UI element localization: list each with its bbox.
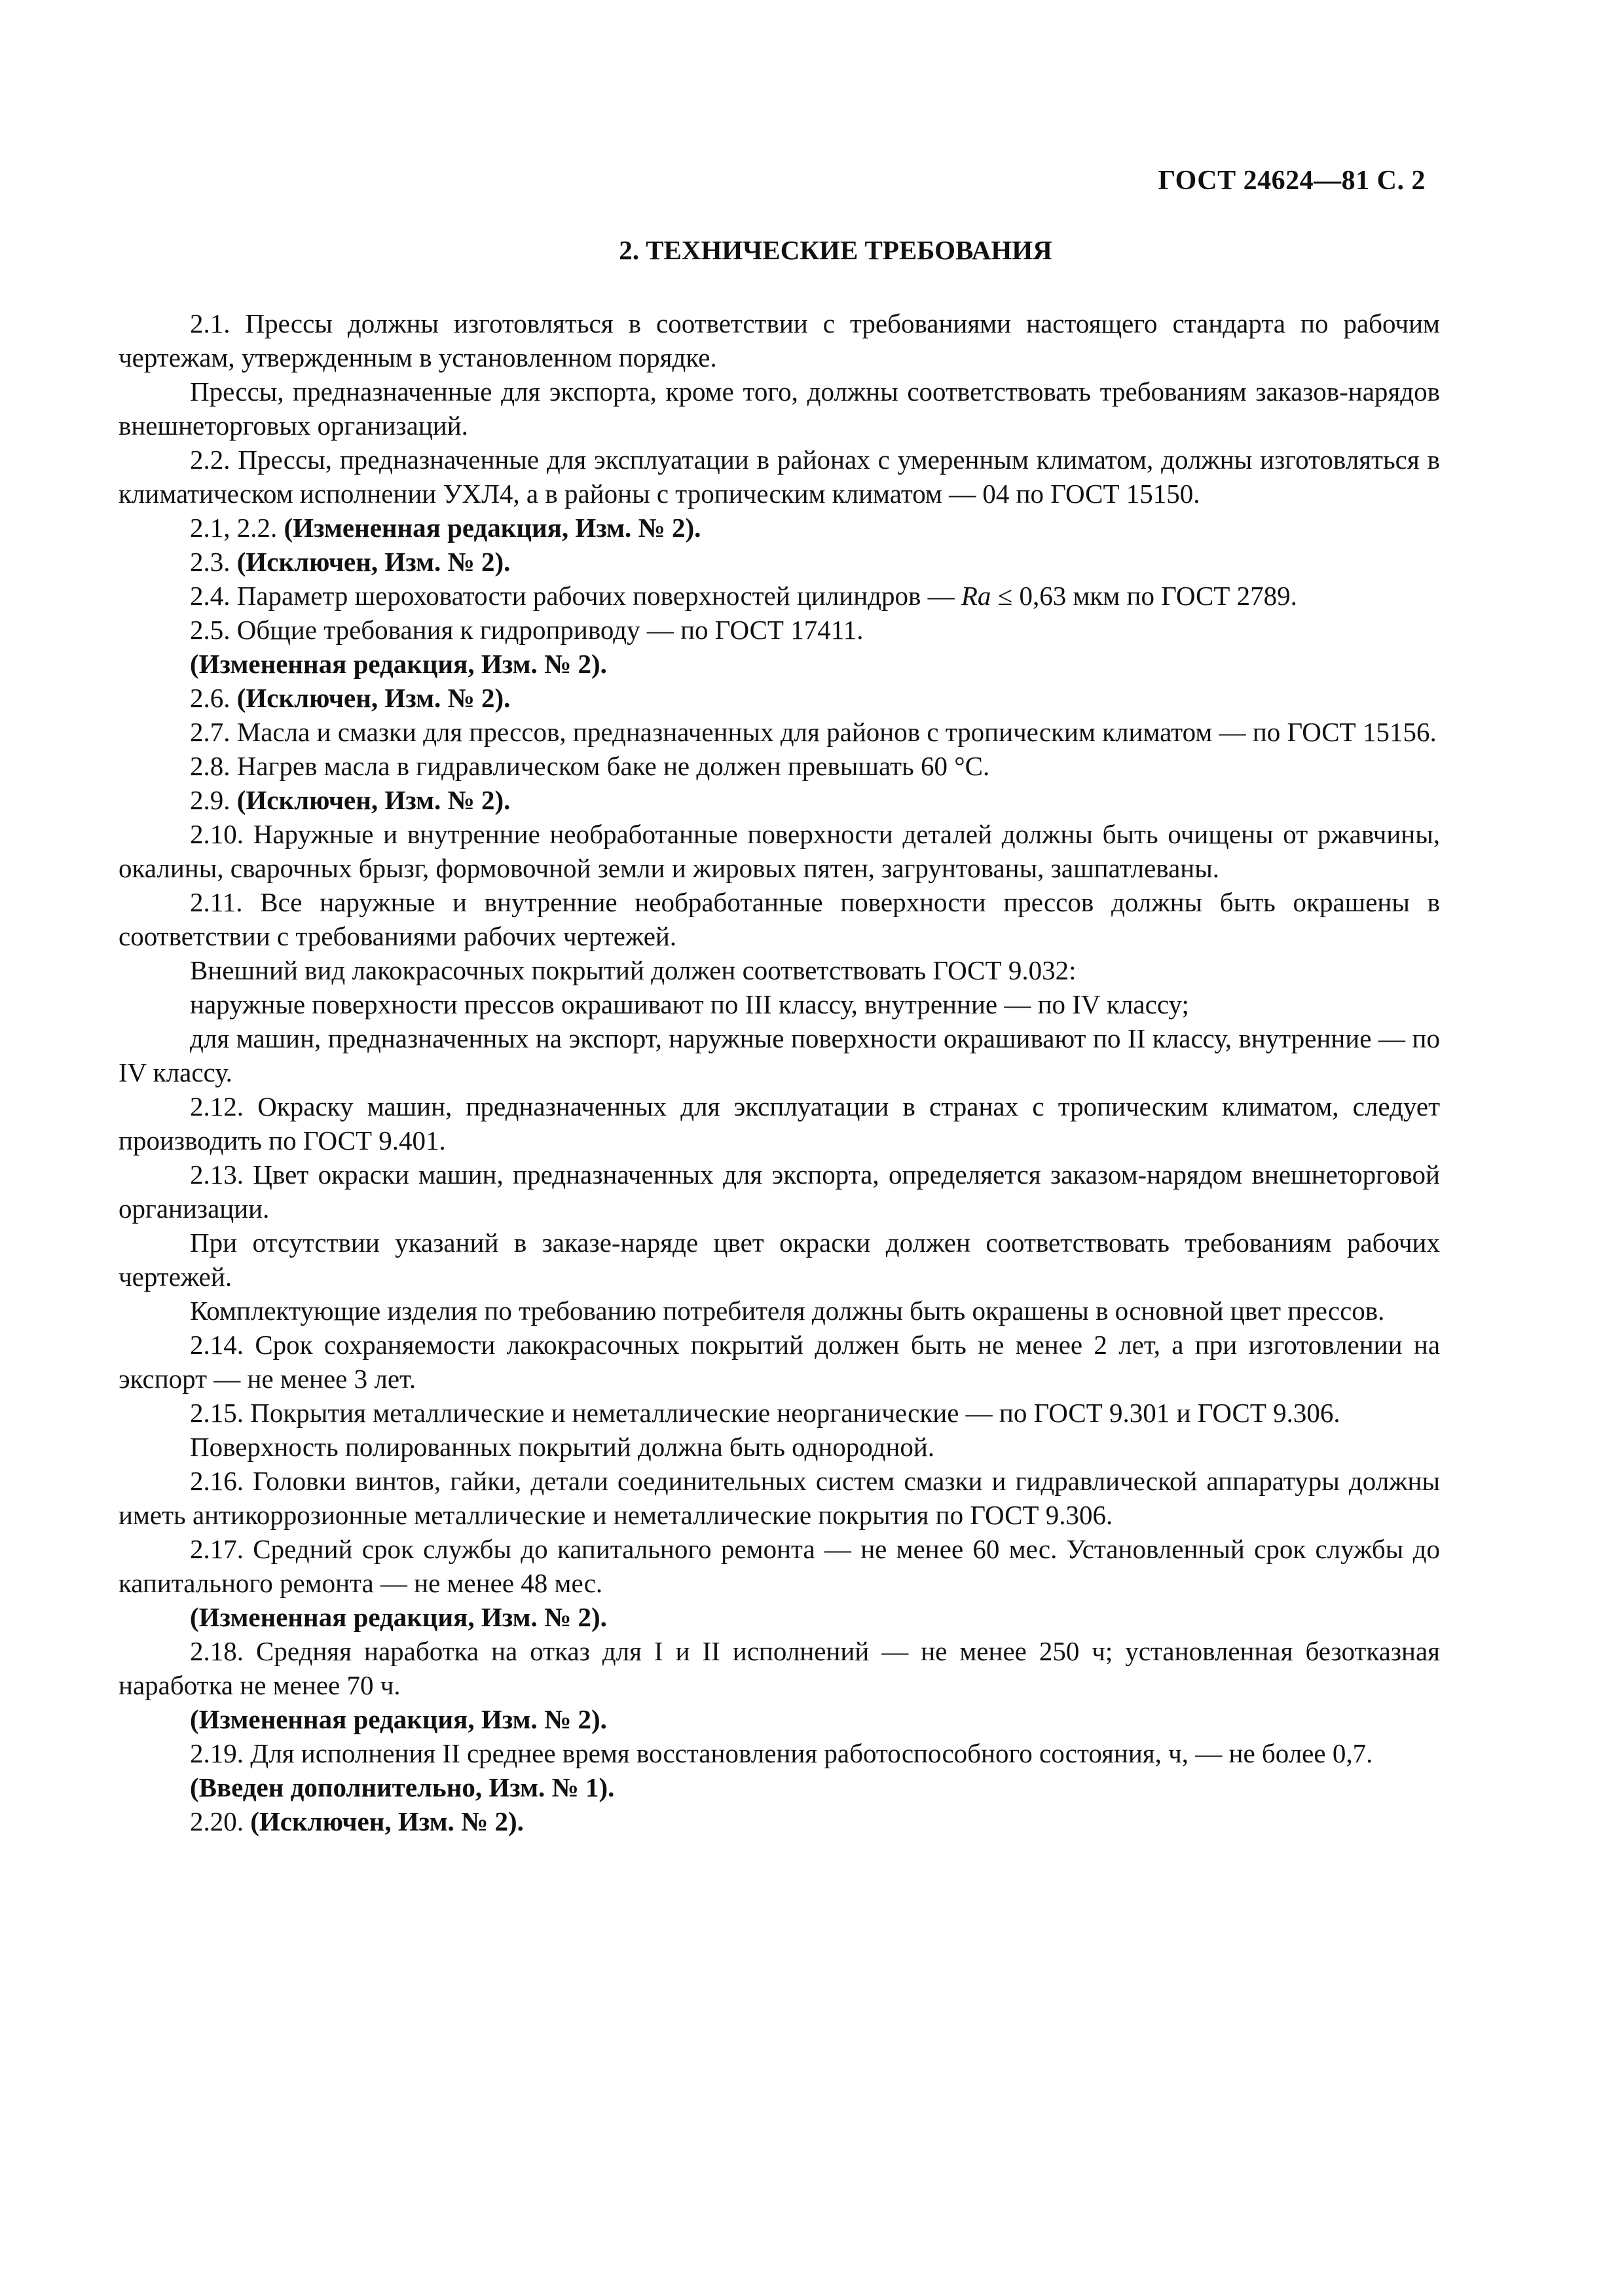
paragraph-2-13-default-color	[119, 1226, 1440, 1294]
section-title: 2. ТЕХНИЧЕСКИЕ ТРЕБОВАНИЯ	[619, 235, 1052, 265]
paragraph-2-8	[119, 749, 1440, 783]
paragraph-number: 2.2.	[190, 445, 230, 475]
amendment-note: (Исключен, Изм. № 2).	[236, 683, 511, 713]
amendment-note: (Измененная редакция, Изм. № 2).	[190, 649, 607, 679]
paragraph-2-11-appearance	[119, 953, 1440, 987]
paragraph-text: Прессы, предназначенные для эксплуатации в районах с умеренным климатом, должны изготовляться в климатическом исполнении УХЛ4, а в районы с тропическим климатом — 04 по ГОСТ 15150.	[119, 445, 1440, 509]
paragraph-2-7	[119, 715, 1440, 749]
paragraph-2-11-classes	[119, 987, 1440, 1021]
roughness-symbol: Ra	[961, 581, 991, 611]
paragraph-number: 2.4.	[190, 581, 230, 611]
paragraph-text: Прессы должны изготовляться в соответствии с требованиями настоящего стандарта по рабочим чертежам, утвержденным в установленном порядке.	[119, 308, 1440, 373]
paragraph-text: Параметр шероховатости рабочих поверхностей цилиндров —	[236, 581, 961, 611]
paragraph-text: Покрытия металлические и неметаллические неорганические — по ГОСТ 9.301 и ГОСТ 9.306.	[250, 1398, 1340, 1428]
paragraph-number: 2.11.	[190, 887, 243, 917]
paragraph-2-19-amendment	[119, 1770, 1440, 1804]
paragraph-number: 2.12.	[190, 1091, 244, 1121]
paragraph-number: 2.1, 2.2.	[190, 513, 278, 543]
paragraph-2-18	[119, 1634, 1440, 1702]
paragraph-text: наружные поверхности прессов окрашивают по III классу, внутренние — по IV классу;	[190, 989, 1189, 1019]
amendment-note: (Измененная редакция, Изм. № 2).	[284, 513, 701, 543]
paragraph-2-13	[119, 1157, 1440, 1226]
paragraph-number: 2.3.	[190, 547, 230, 577]
paragraph-number: 2.10.	[190, 819, 244, 849]
paragraph-text: ≤ 0,63 мкм по ГОСТ 2789.	[991, 581, 1297, 611]
paragraph-text: Средняя наработка на отказ для I и II исполнений — не менее 250 ч; установленная безотказная наработка не менее 70 ч.	[119, 1636, 1441, 1700]
paragraph-number: 2.15.	[190, 1398, 244, 1428]
paragraph-2-5-amendment	[119, 647, 1440, 681]
paragraph-text: Цвет окраски машин, предназначенных для экспорта, определяется заказом-нарядом внешнеторговой организации.	[119, 1159, 1440, 1224]
paragraph-text: Окраску машин, предназначенных для эксплуатации в странах с тропическим климатом, следует производить по ГОСТ 9.401.	[119, 1091, 1441, 1156]
paragraph-number: 2.5.	[190, 615, 230, 645]
amendment-note: (Измененная редакция, Изм. № 2).	[190, 1602, 607, 1632]
paragraph-2-13-components	[119, 1294, 1440, 1328]
paragraph-text: Для исполнения II среднее время восстановления работоспособного состояния, ч, — не более 0,7.	[250, 1738, 1373, 1768]
amendment-note: (Измененная редакция, Изм. № 2).	[190, 1704, 607, 1734]
paragraph-text: для машин, предназначенных на экспорт, наружные поверхности окрашивают по II классу, внутренние — по IV классу.	[119, 1023, 1440, 1087]
paragraph-number: 2.14.	[190, 1330, 244, 1360]
paragraph-2-12	[119, 1089, 1440, 1157]
paragraph-number: 2.7.	[190, 717, 230, 747]
amendment-note: (Исключен, Изм. № 2).	[250, 1806, 524, 1836]
paragraph-number: 2.13.	[190, 1159, 244, 1190]
paragraph-number: 2.16.	[190, 1466, 244, 1496]
paragraph-text: Наружные и внутренние необработанные поверхности деталей должны быть очищены от ржавчины, окалины, сварочных брызг, формовочной земли и жировых пятен, загрунтованы, зашпатлеваны.	[119, 819, 1440, 883]
paragraph-2-1-export	[119, 374, 1440, 443]
paragraph-2-9	[119, 783, 1440, 817]
paragraph-2-19	[119, 1736, 1440, 1770]
document-body	[119, 306, 1440, 1838]
paragraph-number: 2.19.	[190, 1738, 244, 1768]
paragraph-2-5	[119, 613, 1440, 647]
paragraph-text: Нагрев масла в гидравлическом баке не должен превышать 60 °С.	[236, 751, 990, 781]
paragraph-number: 2.18.	[190, 1636, 244, 1666]
paragraph-2-10	[119, 817, 1440, 885]
paragraph-text: Средний срок службы до капитального ремонта — не менее 60 мес. Установленный срок службы до капитального ремонта — не менее 48 мес.	[119, 1534, 1440, 1598]
paragraph-text: Общие требования к гидроприводу — по ГОСТ 17411.	[236, 615, 864, 645]
paragraph-2-15-polished	[119, 1430, 1440, 1464]
paragraph-number: 2.6.	[190, 683, 230, 713]
amendment-note: (Введен дополнительно, Изм. № 1).	[190, 1772, 615, 1802]
paragraph-text: Прессы, предназначенные для экспорта, кроме того, должны соответствовать требованиям заказов-нарядов внешнеторговых организаций.	[119, 376, 1440, 441]
paragraph-text: Внешний вид лакокрасочных покрытий должен соответствовать ГОСТ 9.032:	[190, 955, 1077, 985]
paragraph-2-1-2-2-amendment	[119, 511, 1440, 545]
paragraph-2-15	[119, 1396, 1440, 1430]
paragraph-2-17	[119, 1532, 1440, 1600]
paragraph-2-20	[119, 1804, 1440, 1838]
paragraph-text: Поверхность полированных покрытий должна быть однородной.	[190, 1432, 935, 1462]
paragraph-2-16	[119, 1464, 1440, 1532]
paragraph-number: 2.17.	[190, 1534, 244, 1564]
paragraph-number: 2.20.	[190, 1806, 244, 1836]
paragraph-text: Комплектующие изделия по требованию потребителя должны быть окрашены в основной цвет прессов.	[190, 1296, 1385, 1326]
paragraph-number: 2.1.	[190, 308, 230, 338]
paragraph-text: Головки винтов, гайки, детали соединительных систем смазки и гидравлической аппаратуры должны иметь антикоррозионные металлические и неметаллические покрытия по ГОСТ 9.306.	[119, 1466, 1440, 1530]
paragraph-2-11	[119, 885, 1440, 953]
paragraph-text: Масла и смазки для прессов, предназначенных для районов с тропическим климатом — по ГОСТ 15156.	[236, 717, 1437, 747]
running-header: ГОСТ 24624—81 С. 2	[1158, 166, 1426, 196]
paragraph-number: 2.9.	[190, 785, 230, 815]
paragraph-text: При отсутствии указаний в заказе-наряде цвет окраски должен соответствовать требованиям рабочих чертежей.	[119, 1228, 1440, 1292]
paragraph-2-4	[119, 579, 1440, 613]
paragraph-2-17-amendment	[119, 1600, 1440, 1634]
paragraph-2-11-export-classes	[119, 1021, 1440, 1089]
paragraph-2-14	[119, 1328, 1440, 1396]
paragraph-2-1	[119, 306, 1440, 374]
paragraph-2-6	[119, 681, 1440, 715]
amendment-note: (Исключен, Изм. № 2).	[236, 785, 511, 815]
paragraph-text: Все наружные и внутренние необработанные поверхности прессов должны быть окрашены в соответствии с требованиями рабочих чертежей.	[119, 887, 1441, 951]
paragraph-2-3	[119, 545, 1440, 579]
paragraph-2-2	[119, 443, 1440, 511]
amendment-note: (Исключен, Изм. № 2).	[236, 547, 511, 577]
paragraph-text: Срок сохраняемости лакокрасочных покрытий должен быть не менее 2 лет, а при изготовлении на экспорт — не менее 3 лет.	[119, 1330, 1441, 1394]
paragraph-2-18-amendment	[119, 1702, 1440, 1736]
paragraph-number: 2.8.	[190, 751, 230, 781]
